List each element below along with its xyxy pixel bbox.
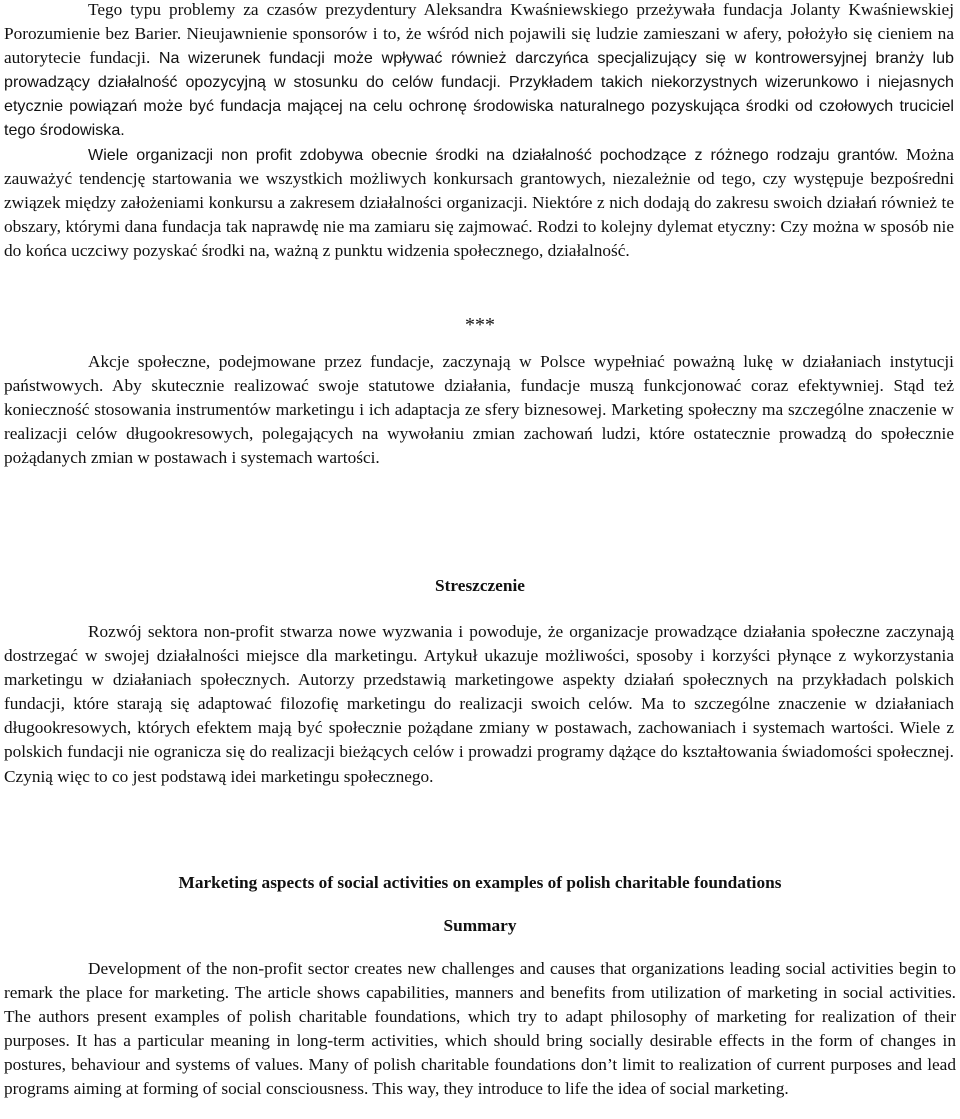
paragraph-grants-sans: Wiele organizacji non profit zdobywa obecnie środki na działalność pochodzące z różnego rodzaju grantów. bbox=[88, 145, 899, 164]
english-title: Marketing aspects of social activities on examples of polish charitable foundations bbox=[178, 873, 782, 892]
streszczenie-section bbox=[4, 620, 954, 789]
section-one bbox=[4, 0, 954, 263]
streszczenie-paragraph: Rozwój sektora non-profit stwarza nowe wyzwania i powoduje, że organizacje prowadzące działania społeczne zaczynają dostrzegać w swojej działalności miejsce dla marketingu. Artykuł ukazuje możliwości, sposoby i korzyści płynące z wykorzystania marketingu w działaniach społecznych. Autorzy przedstawią marketingowe aspekty działań społecznych na przykładach polskich fundacji, które starają się adaptować filozofię marketingu do realizacji swoich celów. Ma to szczególne znaczenie w działaniach długookresowych, których efektem mają być społecznie pożądane zmiany w postawach, zachowaniach i systemach wartości. Wiele z polskich fundacji nie ogranicza się do realizacji bieżących celów i prowadzi programy dążące do kształtowania świadomości społecznej. Czynią więc to co jest podstawą idei marketingu społecznego. bbox=[4, 622, 954, 786]
summary-paragraph: Development of the non-profit sector creates new challenges and causes that organizations leading social activities begin to remark the place for marketing. The article shows capabilities, manners and benefits from utilization of marketing in social activities. The authors present examples of polish charitable foundations, which try to adapt philosophy of marketing for realization of their purposes. It has a particular meaning in long-term activities, which should bring socially desirable effects in the form of changes in postures, behaviour and systems of values. Many of polish charitable foundations don’t limit to realization of current purposes and lead programs aiming at forming of social consciousness. This way, they introduce to life the idea of social marketing. bbox=[4, 959, 956, 1099]
paragraph-sponsors bbox=[4, 0, 954, 143]
section-separator: *** bbox=[465, 314, 495, 336]
paragraph-sponsors-serif: Tego typu problemy za czasów prezydentury Aleksandra Kwaśniewskiego przeżywała fundacja Jolanty Kwaśniewskiej Porozumienie bez Barier. Nieujawnienie sponsorów i to, że wśród nich pojawili się ludzie zamieszani w afery, położyło się cieniem na autorytecie fundacji. bbox=[4, 0, 954, 68]
paragraph-grants bbox=[4, 143, 954, 263]
summary-section bbox=[4, 957, 956, 1102]
paragraph-sponsors-sans: Na wizerunek fundacji może wpływać również darczyńca specjalizujący się w kontrowersyjnej branży lub prowadzący działalność opozycyjną w stosunku do celów fundacji. Przykładem takich niekorzystnych wizerunkowo i niejasnych etycznie powiązań może być fundacja mającej na celu ochronę środowiska naturalnego pozyskująca środki od czołowych truciciel tego środowiska. bbox=[4, 49, 955, 140]
summary-heading: Summary bbox=[443, 916, 517, 935]
streszczenie-heading: Streszczenie bbox=[435, 576, 525, 595]
section-two bbox=[4, 350, 954, 470]
paragraph-grants-serif: Można zauważyć tendencję startowania we wszystkich możliwych konkursach grantowych, niezależnie od tego, czy występuje bezpośredni związek między założeniami konkursu a zakresem działalności organizacji. Niektóre z nich dodają do zakresu swoich działań również te obszary, którymi dana fundacja tak naprawdę nie ma zamiaru się zajmować. Rodzi to kolejny dylemat etyczny: Czy można w sposób nie do końca uczciwy pozyskać środki na, ważną z punktu widzenia społecznego, działalność. bbox=[4, 144, 954, 260]
paragraph-social-actions: Akcje społeczne, podejmowane przez fundacje, zaczynają w Polsce wypełniać poważną lukę w działaniach instytucji państwowych. Aby skutecznie realizować swoje statutowe działania, fundacje muszą funkcjonować coraz efektywniej. Stąd też konieczność stosowania instrumentów marketingu i ich adaptacja ze sfery biznesowej. Marketing społeczny ma szczególne znaczenie w realizacji celów długookresowych, polegających na wywołaniu zmian zachowań ludzi, które ostatecznie prowadzą do społecznie pożądanych zmian w postawach i systemach wartości. bbox=[4, 352, 954, 468]
